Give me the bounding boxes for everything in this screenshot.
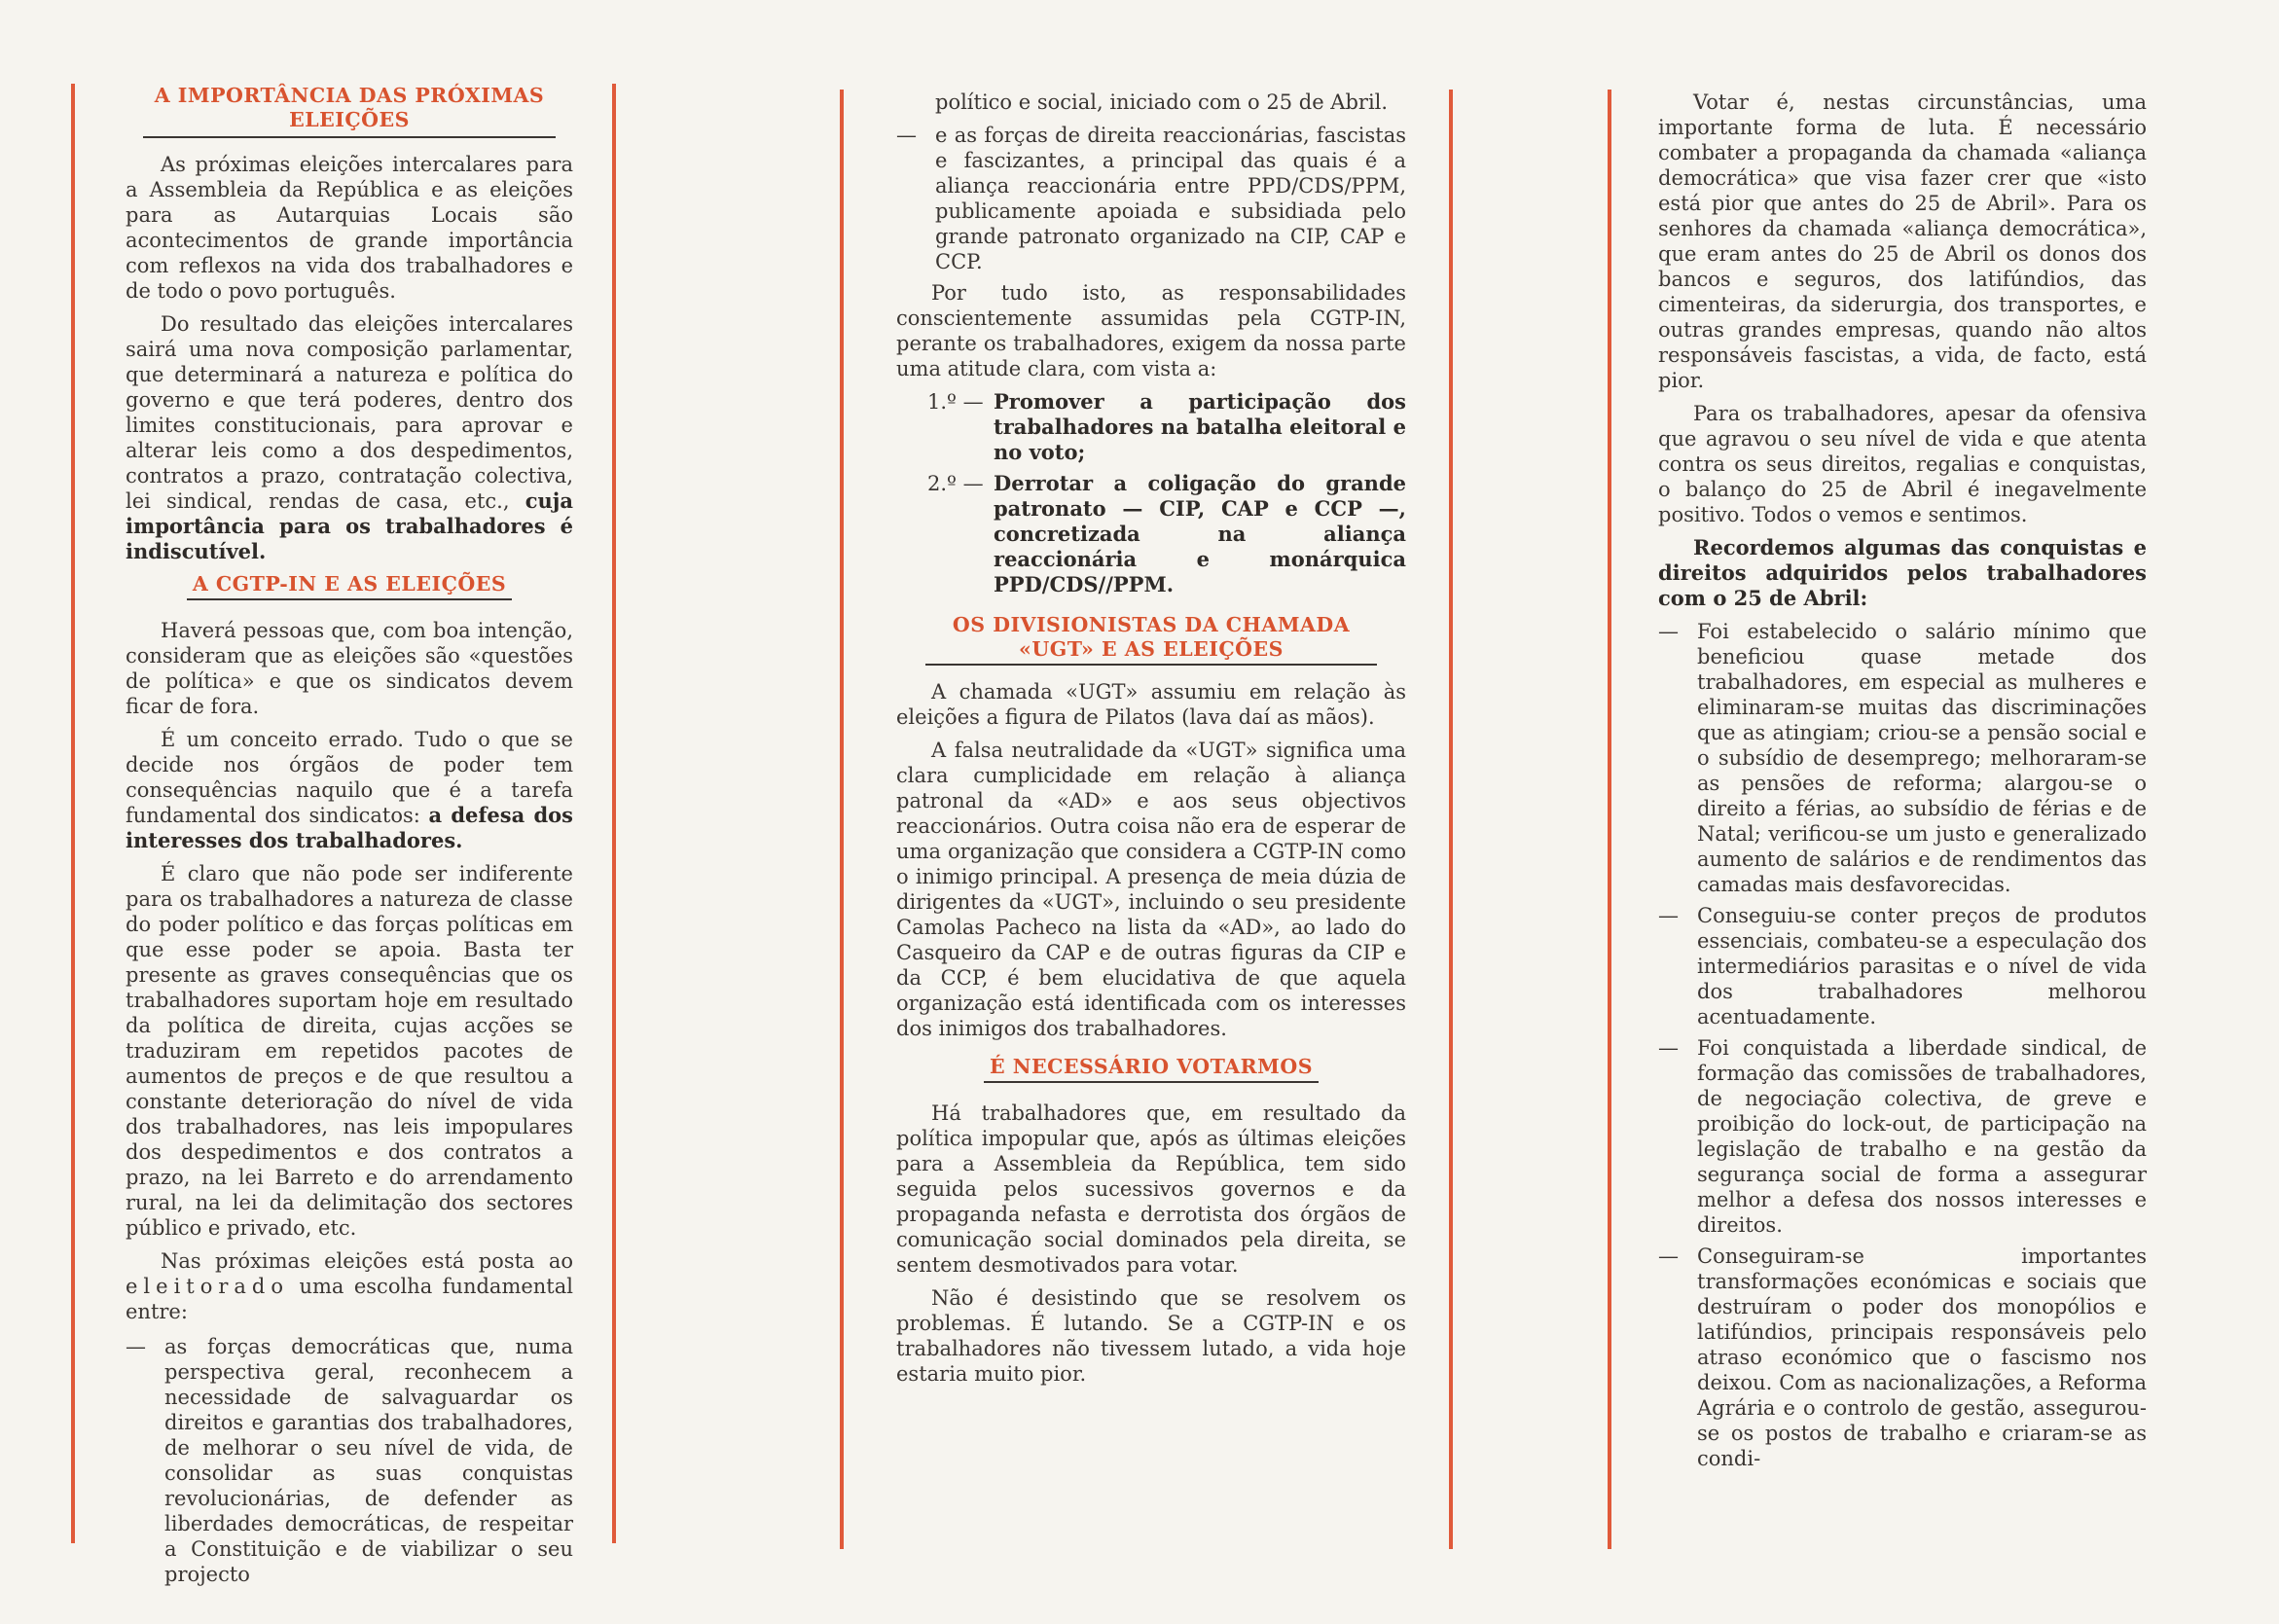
heading-cgtp: A CGTP-IN E AS ELEIÇÕES [187,572,512,600]
heading-votarmos: É NECESSÁRIO VOTARMOS [984,1055,1319,1083]
list-item: — Conseguiram-se importantes transformações económicas e sociais que destruíram o poder dos monopólios e latifúndios, principais responsáveis pelo atraso económico que o fascismo nos deixou. Com as nacionalizações, a Reforma Agrária e o controlo de gestão, assegurou-se os postos de trabalho e criaram-se as condi- [1658,1245,2147,1470]
paragraph: É um conceito errado. Tudo o que se decide nos órgãos de poder tem consequências naquilo que é a tarefa fundamental dos sindicatos: a defesa dos interesses dos trabalhadores. [126,728,573,852]
paragraph: Votar é, nestas circunstâncias, uma importante forma de luta. É necessário combater a propaganda da chamada «aliança democrática» que visa fazer crer que «isto está pior que antes do 25 de Abril». Para os senhores da chamada «aliança democrática», que eram antes do 25 de Abril os donos dos bancos e seguros, dos latifúndios, das cimenteiras, da siderurgia, dos transportes, e outras grandes empresas, quando não altos responsáveis fascistas, a vida, de facto, está pior. [1658,90,2147,392]
heading-importancia: A IMPORTÂNCIA DAS PRÓXIMAS ELEIÇÕES [143,84,556,138]
heading-divisionistas: OS DIVISIONISTAS DA CHAMADA «UGT» E AS ELEIÇÕES [925,613,1377,666]
list-item: — Foi estabelecido o salário mínimo que beneficiou quase metade dos trabalhadores, em especial as mulheres e eliminaram-se muitas das discriminações que as atingiam; criou-se a pensão social e o subsídio de desemprego; melhoraram-se as pensões de reforma; alargou-se o direito a férias, ao subsídio de férias e de Natal; verificou-se um justo e generalizado aumento de salários e de rendimentos das camadas mais desfavorecidas. [1658,620,2147,896]
paragraph: A chamada «UGT» assumiu em relação às eleições a figura de Pilatos (lava daí as mãos). [896,680,1406,729]
paragraph: Há trabalhadores que, em resultado da política impopular que, após as últimas eleições para a Assembleia da República, tem sido seguida pelos sucessivos governos e da propaganda nefasta e derrotista dos órgãos de comunicação social dominados pela direita, se sentem desmotivados para votar. [896,1101,1406,1277]
paragraph: Nas próximas eleições está posta ao eleitorado uma escolha fundamental entre: [126,1249,573,1323]
list-item: — as forças democráticas que, numa perspectiva geral, reconhecem a necessidade de salvaguardar os direitos e garantias dos trabalhadores, de melhorar o seu nível de vida, de consolidar as suas conquistas revolucionárias, de defender as liberdades democráticas, de respeitar a Constituição e de viabilizar o seu projecto [126,1335,573,1586]
bold-text: a defesa dos interesses dos trabalhadores. [126,803,573,852]
list-item: — e as forças de direita reaccionárias, fascistas e fascizantes, a principal das quais é a aliança reaccionária entre PPD/CDS/PPM, publicamente apoiada e subsidiada pelo grande patronato organizado na CIP, CAP e CCP. [896,124,1406,273]
paragraph: É claro que não pode ser indiferente para os trabalhadores a natureza de classe do poder político e das forças políticas em que esse poder se apoia. Basta ter presente as graves consequências que os trabalhadores suportam hoje em resultado da política de direita, cujas acções se traduziram em repetidos pacotes de aumentos de preços e de que resultou a constante deterioração do nível de vida dos trabalhadores, nas leis impopulares dos despedimentos e dos contratos a prazo, na lei Barreto e do arrendamento rural, na lei da delimitação dos sectores público e privado, etc. [126,862,573,1240]
column-1 [71,84,616,1586]
column-3 [1608,90,2166,1549]
paragraph: Por tudo isto, as responsabilidades conscientemente assumidas pela CGTP-IN, perante os trabalhadores, exigem da nossa parte uma atitude clara, com vista a: [896,281,1406,380]
list-item: — Conseguiu-se conter preços de produtos essenciais, combateu-se a especulação dos intermediários parasitas e o nível de vida dos trabalhadores melhorou acentuadamente. [1658,904,2147,1029]
list-item: — Foi conquistada a liberdade sindical, de formação das comissões de trabalhadores, de negociação colectiva, de greve e proibição do lock-out, de participação na legislação de trabalho e na gestão da segurança social de forma a assegurar melhor a defesa dos nossos interesses e direitos. [1658,1036,2147,1237]
paragraph: A falsa neutralidade da «UGT» significa uma clara cumplicidade em relação à aliança patronal da «AD» e aos seus objectivos reaccionários. Outra coisa não era de esperar de uma organização que considera a CGTP-IN como o inimigo principal. A presença de meia dúzia de dirigentes da «UGT», incluindo o seu presidente Camolas Pacheco na lista da «AD», ao lado do Casqueiro da CAP e de outras figuras da CIP e da CCP, é bem elucidativa de que aquela organização está identificada com os interesses dos inimigos dos trabalhadores. [896,739,1406,1040]
paragraph: Recordemos algumas das conquistas e direitos adquiridos pelos trabalhadores com o 25 de Abril: [1658,535,2147,610]
paragraph: político e social, iniciado com o 25 de Abril. [935,90,1389,114]
paragraph: Do resultado das eleições intercalares sairá uma nova composição parlamentar, que determinará a natureza e política do governo e que terá poderes, dentro dos limites constitucionais, para aprovar e alterar leis como a dos despedimentos, contratos a prazo, contratação colectiva, lei sindical, rendas de casa, etc., cuja importância para os trabalhadores é indiscutível. [126,312,573,563]
numbered-item: 1.º — Promover a participação dos trabalhadores na batalha eleitoral e no voto; [927,389,1406,464]
paragraph: Para os trabalhadores, apesar da ofensiva que agravou o seu nível de vida e que atenta contra os seus direitos, regalias e conquistas, o balanço do 25 de Abril é inegavelmente positivo. Todos o vemos e sentimos. [1658,402,2147,526]
paragraph: Não é desistindo que se resolvem os problemas. É lutando. Se a CGTP-IN e os trabalhadores não tivessem lutado, a vida hoje estaria muito pior. [896,1286,1406,1386]
paragraph: Haverá pessoas que, com boa intenção, consideram que as eleições são «questões de política» e que os sindicatos devem ficar de fora. [126,619,573,718]
paragraph: As próximas eleições intercalares para a Assembleia da República e as eleições para as Autarquias Locais são acontecimentos de grande importância com reflexos na vida dos trabalhadores e de todo o povo português. [126,153,573,303]
numbered-item: 2.º — Derrotar a coligação do grande patronato — CIP, CAP e CCP —, concretizada na aliança reaccionária e monárquica PPD/CDS//PPM. [927,471,1406,596]
bold-text: cuja importância para os trabalhadores é indiscutível. [126,488,573,563]
column-2 [840,90,1453,1549]
